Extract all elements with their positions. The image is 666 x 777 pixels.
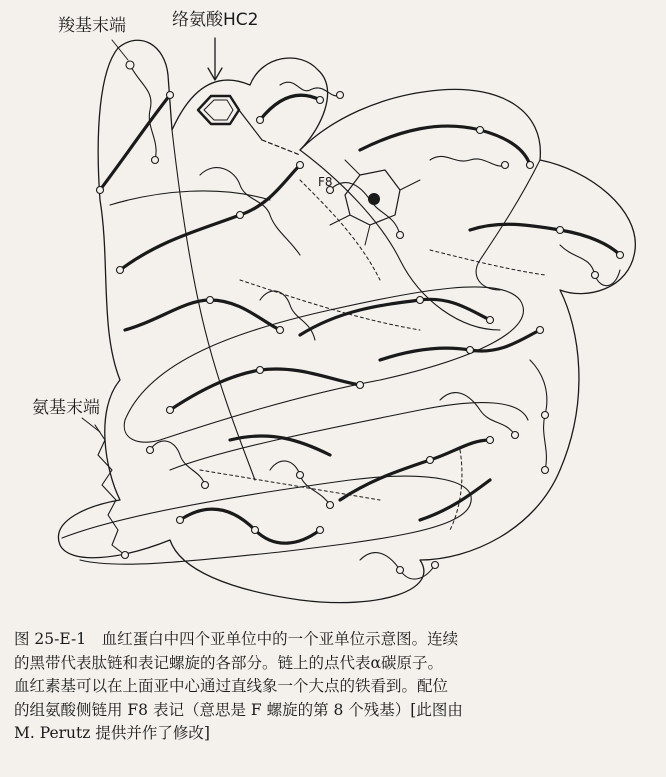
aromatic-ring-inner [204, 100, 233, 120]
amino-terminus-pointer [82, 418, 100, 432]
inner-contour [62, 476, 471, 564]
alpha-carbon-dot [237, 212, 244, 219]
alpha-carbon-dot [122, 552, 129, 559]
chain-segment [280, 82, 340, 96]
alpha-carbon-dot [432, 562, 439, 569]
alpha-carbon-dot [542, 412, 549, 419]
ring-bond [262, 140, 300, 155]
alpha-carbon-dot [207, 297, 214, 304]
ring-bond [239, 110, 262, 140]
inhibitor-label: 络氨酸HC2 [172, 10, 259, 30]
caption-line: M. Perutz 提供并作了修改] [14, 724, 210, 742]
figure-caption [14, 628, 654, 746]
helix-band [300, 299, 490, 335]
carboxyl-terminus-label: 羧基末端 [58, 16, 126, 36]
alpha-carbon-dot [297, 472, 304, 479]
caption-line: 的组氨酸侧链用 F8 表记（意思是 F 螺旋的第 8 个残基）[此图由 [14, 700, 463, 719]
chain-segment [440, 393, 515, 435]
alpha-carbon-dot [477, 127, 484, 134]
alpha-carbon-dot [397, 232, 404, 239]
alpha-carbon-dot [427, 457, 434, 464]
alpha-carbon-dot [126, 61, 134, 69]
alpha-carbon-dot [277, 327, 284, 334]
caption-line: 血红素基可以在上面亚中心通过直线象一个大点的铁看到。配位 [14, 677, 449, 695]
inner-contour [170, 403, 528, 470]
alpha-carbon-dot [202, 482, 209, 489]
alpha-carbon-dot [417, 297, 424, 304]
alpha-carbon-dot [327, 502, 334, 509]
alpha-carbon-dot [592, 272, 599, 279]
alpha-carbon-dot [97, 187, 104, 194]
caption-line: 的黑带代表肽链和表记螺旋的各部分。链上的点代表α碳原子。 [14, 653, 443, 672]
alpha-carbon-dot [147, 447, 154, 454]
alpha-carbon-dot [317, 527, 324, 534]
helix-band [100, 95, 170, 190]
alpha-carbon-dot [317, 97, 324, 104]
alpha-carbon-dot [257, 117, 264, 124]
alpha-carbon-dot [167, 407, 174, 414]
chain-segment [150, 441, 205, 485]
f8-label: F8 [318, 175, 333, 189]
helix-band [340, 440, 490, 500]
helix-band [380, 330, 540, 360]
alpha-carbon-dot [537, 327, 544, 334]
alpha-carbon-dot [337, 92, 344, 99]
chain-segment [430, 156, 505, 166]
alpha-carbon-dot [117, 267, 124, 274]
helix-band [360, 126, 530, 165]
alpha-carbon-dot [467, 347, 474, 354]
inner-contour [124, 287, 523, 442]
dotted-guide [200, 470, 380, 500]
alpha-carbon-dot [527, 162, 534, 169]
alpha-carbon-dot [357, 382, 364, 389]
alpha-carbon-dot [502, 162, 509, 169]
dotted-guide [300, 180, 380, 280]
heme-iron [368, 193, 380, 205]
helix-band [420, 480, 490, 520]
dotted-guide [430, 250, 545, 275]
chain-segment [560, 245, 620, 286]
alpha-carbon-dot [617, 252, 624, 259]
inner-contour [110, 191, 270, 205]
alpha-carbon-dot [297, 162, 304, 169]
helix-band [120, 165, 300, 270]
helix-band [180, 509, 320, 543]
alpha-carbon-dot [487, 437, 494, 444]
helix-band [125, 300, 280, 330]
caption-line: 图 25-E-1 血红蛋白中四个亚单位中的一个亚单位示意图。连续 [14, 630, 459, 648]
alpha-carbon-dot [542, 467, 549, 474]
alpha-carbon-dot [177, 517, 184, 524]
alpha-carbon-dot [397, 567, 404, 574]
helix-band [470, 224, 620, 255]
alpha-carbon-dot [152, 157, 159, 164]
amino-terminus-chain [95, 425, 125, 555]
helix-band [260, 95, 320, 120]
alpha-carbon-dot [167, 92, 174, 99]
alpha-carbon-dot [557, 227, 564, 234]
alpha-carbon-dot [257, 367, 264, 374]
alpha-carbon-dot [252, 527, 259, 534]
alpha-carbon-dot [487, 317, 494, 324]
amino-terminus-label: 氨基末端 [32, 398, 100, 418]
alpha-carbon-dot [512, 432, 519, 439]
helix-band [170, 369, 360, 410]
